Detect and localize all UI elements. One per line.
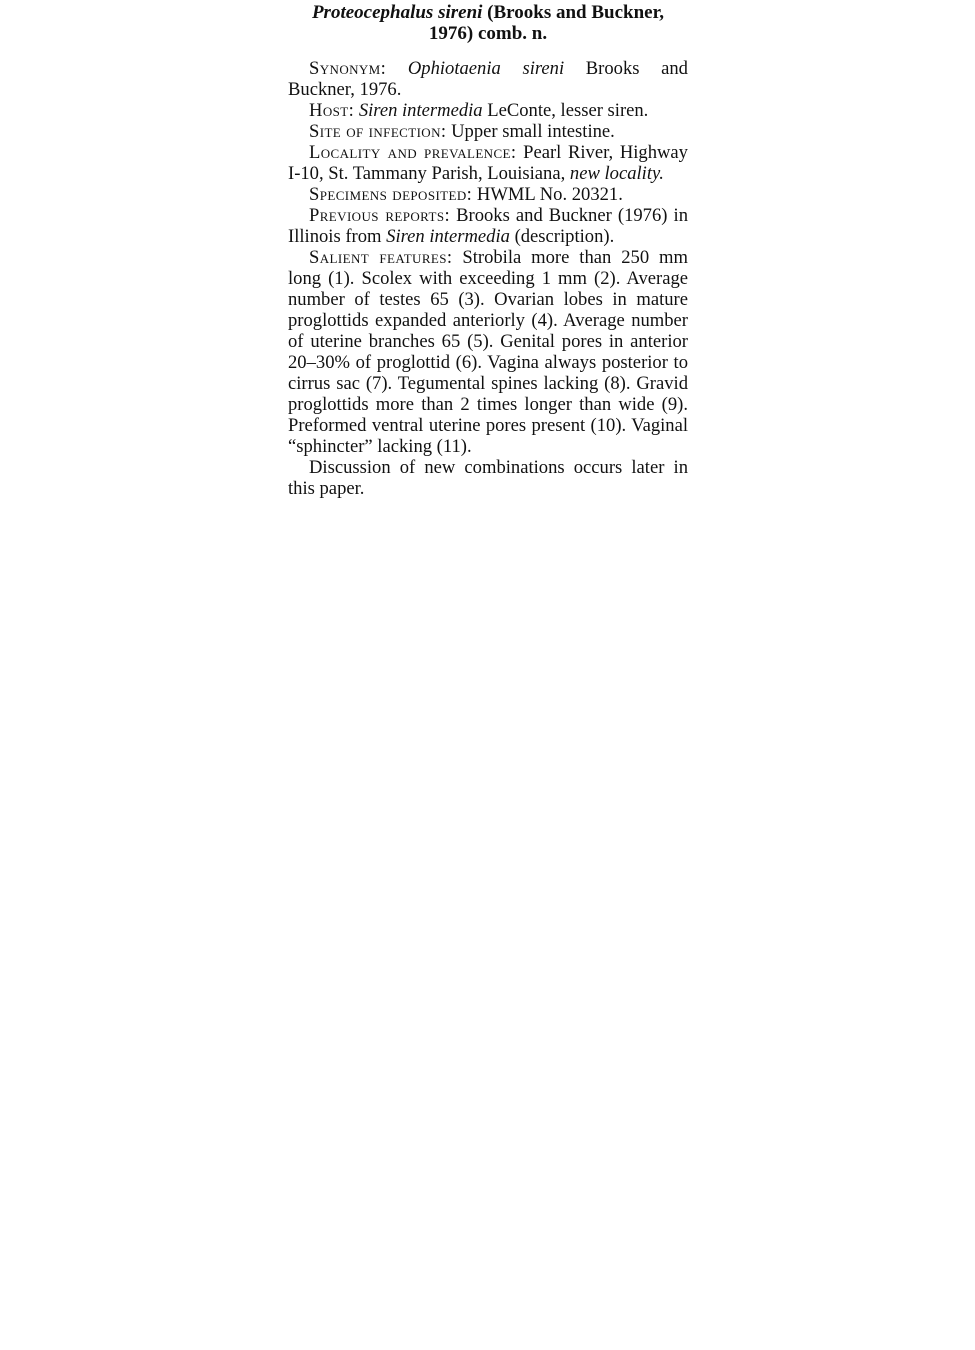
locality-paragraph <box>288 142 688 184</box>
synonym-taxon: Ophiotaenia sireni <box>407 58 565 79</box>
locality-label: Locality and prevalence: <box>309 142 517 163</box>
specimens-label: Specimens deposited: <box>309 184 473 205</box>
previous-reports-text-a: Brooks and Buckner (1976) in Illinois from <box>288 205 688 247</box>
salient-features-paragraph <box>288 247 688 457</box>
previous-reports-taxon: Siren intermedia <box>386 226 510 247</box>
salient-features-text: Strobila more than 250 mm long (1). Scolex with exceeding 1 mm (2). Average number of testes 65 (3). Ovarian lobes in mature proglottids expanded anteriorly (4). Average number of uterine branches 65 (5). Genital pores in anterior 20–30% of proglottid (6). Vagina always posterior to cirrus sac (7). Tegumental spines lacking (8). Gravid proglottids more than 2 times longer than wide (9). Preformed ventral uterine pores present (10). Vaginal “sphincter” lacking (11). <box>288 247 688 457</box>
species-name: Proteocephalus sireni <box>311 2 483 23</box>
site-label: Site of infection: <box>309 121 447 142</box>
previous-reports-label: Previous reports: <box>309 205 451 226</box>
host-paragraph <box>288 100 688 121</box>
synonym-text: Brooks and Buckner, 1976. <box>288 58 688 100</box>
article-column <box>288 2 688 499</box>
site-text: Upper small intestine. <box>451 121 615 142</box>
host-taxon: Siren intermedia <box>358 100 483 121</box>
locality-text: Pearl River, Highway I-10, St. Tammany Parish, Louisiana, <box>288 142 688 184</box>
specimens-paragraph <box>288 184 688 205</box>
salient-features-label: Salient features: <box>309 247 453 268</box>
previous-reports-paragraph <box>288 205 688 247</box>
locality-emphasis: new locality. <box>569 163 664 184</box>
synonym-paragraph <box>288 58 688 100</box>
site-paragraph <box>288 121 688 142</box>
specimens-text: HWML No. 20321. <box>476 184 623 205</box>
synonym-label: Synonym: <box>309 58 387 79</box>
host-label: Host: <box>309 100 355 121</box>
species-heading <box>288 2 688 44</box>
host-text: LeConte, lesser siren. <box>487 100 649 121</box>
discussion-paragraph: Discussion of new combinations occurs later in this paper. <box>288 457 688 499</box>
previous-reports-text-b: (description). <box>514 226 615 247</box>
species-authority: (Brooks and Buckner, 1976) comb. n. <box>428 2 665 44</box>
